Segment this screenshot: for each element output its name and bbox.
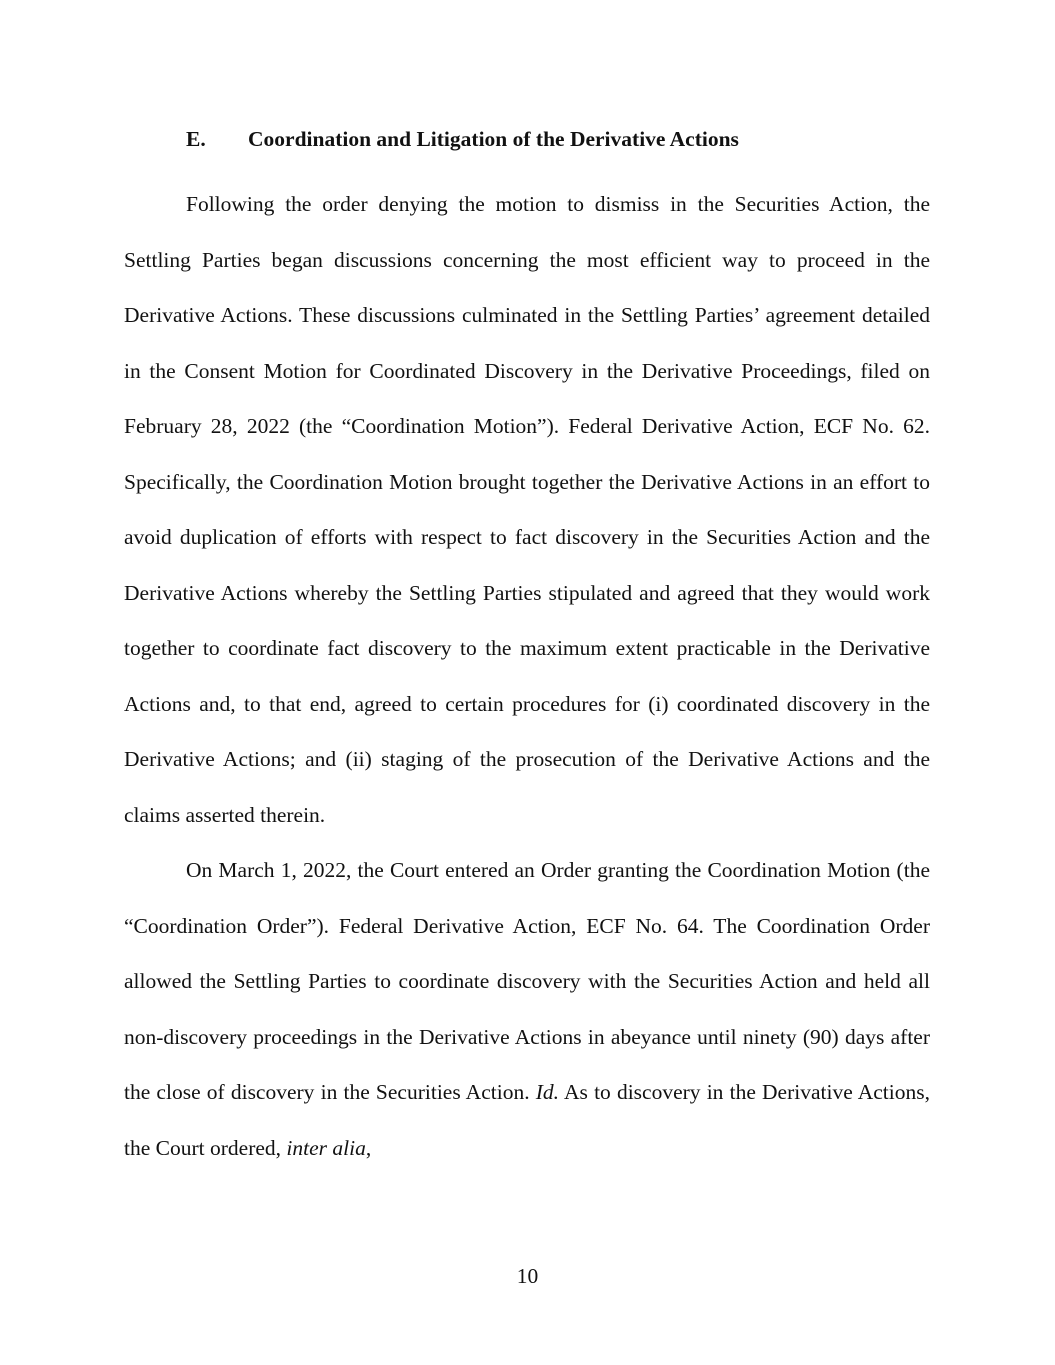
citation-id: Id. xyxy=(535,1080,560,1104)
page-number: 10 xyxy=(516,1264,539,1288)
paragraph-2-text-1: On March 1, 2022, the Court entered an Order granting the Coordination Motion (the “Coordination Order”). Federal Derivative Action, ECF No. 64. The Coordination Order allowed the Settling Parties to coordinate discovery with the Securities Action and held all non-discovery proceedings in the Derivative Actions in abeyance until ninety (90) days after the close of discovery in the Securities Action. xyxy=(124,858,930,1104)
section-letter: E. xyxy=(186,127,206,151)
section-title: Coordination and Litigation of the Derivative Actions xyxy=(248,127,739,151)
paragraph-2-text-2: As to discovery in the Derivative Actions, the Court ordered, xyxy=(124,1080,930,1160)
paragraph-1: Following the order denying the motion to dismiss in the Securities Action, the Settling Parties began discussions concerning the most efficient way to proceed in the Derivative Actions. These discussions culminated in the Settling Parties’ agreement detailed in the Consent Motion for Coordinated Discovery in the Derivative Proceedings, filed on February 28, 2022 (the “Coordination Motion”). Federal Derivative Action, ECF No. 62. Specifically, the Coordination Motion brought together the Derivative Actions in an effort to avoid duplication of efforts with respect to fact discovery in the Securities Action and the Derivative Actions whereby the Settling Parties stipulated and agreed that they would work together to coordinate fact discovery to the maximum extent practicable in the Derivative Actions and, to that end, agreed to certain procedures for (i) coordinated discovery in the Derivative Actions; and (ii) staging of the prosecution of the Derivative Actions and the claims asserted therein. xyxy=(124,192,930,827)
paragraph-2 xyxy=(124,843,930,1176)
section-heading xyxy=(186,125,739,153)
inter-alia: inter alia xyxy=(286,1135,366,1160)
paragraph-2-text-3: , xyxy=(365,1135,372,1160)
body-text xyxy=(124,177,930,1176)
